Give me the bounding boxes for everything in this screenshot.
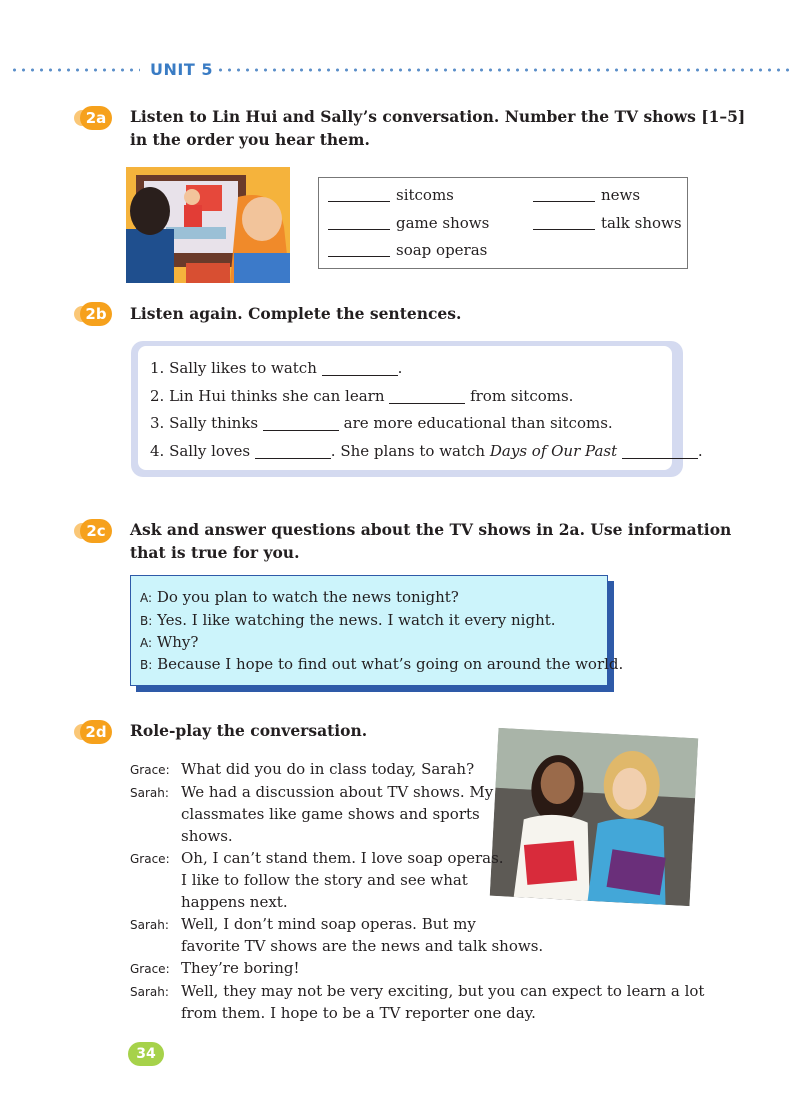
dialogue-line: What did you do in class today, Sarah? — [181, 760, 475, 778]
speaker-sarah: Sarah: — [130, 786, 169, 800]
badge-2b: 2b — [80, 302, 112, 326]
answer-blank[interactable] — [533, 201, 595, 202]
dialogue-line: classmates like game shows and sports — [181, 805, 480, 823]
unit-title: UNIT 5 — [150, 60, 213, 79]
dialogue-line: happens next. — [181, 893, 288, 911]
option-talk-shows: talk shows — [533, 214, 682, 232]
answer-blank[interactable] — [328, 229, 390, 230]
answer-blank[interactable] — [328, 256, 390, 257]
speaker-sarah: Sarah: — [130, 985, 169, 999]
sentence-2: 2. Lin Hui thinks she can learn from sitcoms. — [150, 387, 574, 405]
dialogue-line: Well, they may not be very exciting, but you can expect to learn a lot — [181, 982, 705, 1000]
speaker-grace: Grace: — [130, 852, 170, 866]
dialogue-line: They’re boring! — [181, 959, 300, 977]
option-news: news — [533, 186, 640, 204]
dialogue-line: shows. — [181, 827, 233, 845]
sentence-4: 4. Sally loves . She plans to watch Days of Our Past . — [150, 442, 703, 460]
option-soap-operas: soap operas — [328, 241, 487, 259]
answer-blank[interactable] — [533, 229, 595, 230]
badge-2c: 2c — [80, 519, 112, 543]
header-dots-right — [216, 68, 790, 72]
answer-blank[interactable] — [322, 360, 398, 376]
sentence-1: 1. Sally likes to watch . — [150, 359, 403, 377]
instruction-2b: Listen again. Complete the sentences. — [130, 304, 462, 323]
answer-blank[interactable] — [255, 443, 331, 459]
conversation-line: B: Yes. I like watching the news. I watch it every night. — [140, 611, 556, 629]
badge-2d: 2d — [80, 720, 112, 744]
dialogue-line: from them. I hope to be a TV reporter one day. — [181, 1004, 536, 1022]
instruction-2d: Role-play the conversation. — [130, 721, 368, 740]
answer-blank[interactable] — [622, 443, 698, 459]
instruction-2a: Listen to Lin Hui and Sally’s conversation. Number the TV shows [1–5] in the order you hear them. — [130, 107, 746, 149]
answer-blank[interactable] — [328, 201, 390, 202]
header-dots-left — [10, 68, 140, 72]
speaker-sarah: Sarah: — [130, 918, 169, 932]
answer-blank[interactable] — [263, 415, 339, 431]
conversation-line: B: Because I hope to find out what’s going on around the world. — [140, 655, 624, 673]
speaker-grace: Grace: — [130, 962, 170, 976]
option-sitcoms: sitcoms — [328, 186, 454, 204]
conversation-line: A: Do you plan to watch the news tonight? — [140, 588, 459, 606]
option-game-shows: game shows — [328, 214, 489, 232]
dialogue-line: We had a discussion about TV shows. My — [181, 783, 494, 801]
badge-2a: 2a — [80, 106, 112, 130]
page-number: 34 — [128, 1042, 164, 1066]
dialogue-line: Well, I don’t mind soap operas. But my — [181, 915, 476, 933]
instruction-2c: Ask and answer questions about the TV shows in 2a. Use information that is true for you. — [130, 520, 732, 562]
speaker-grace: Grace: — [130, 763, 170, 777]
answer-blank[interactable] — [389, 388, 465, 404]
sentence-3: 3. Sally thinks are more educational than sitcoms. — [150, 414, 613, 432]
conversation-line: A: Why? — [140, 633, 199, 651]
dialogue-line: favorite TV shows are the news and talk shows. — [181, 937, 544, 955]
tv-watching-illustration — [126, 167, 290, 283]
students-photo — [490, 728, 699, 906]
dialogue-line: Oh, I can’t stand them. I love soap operas. — [181, 849, 504, 867]
dialogue-line: I like to follow the story and see what — [181, 871, 468, 889]
